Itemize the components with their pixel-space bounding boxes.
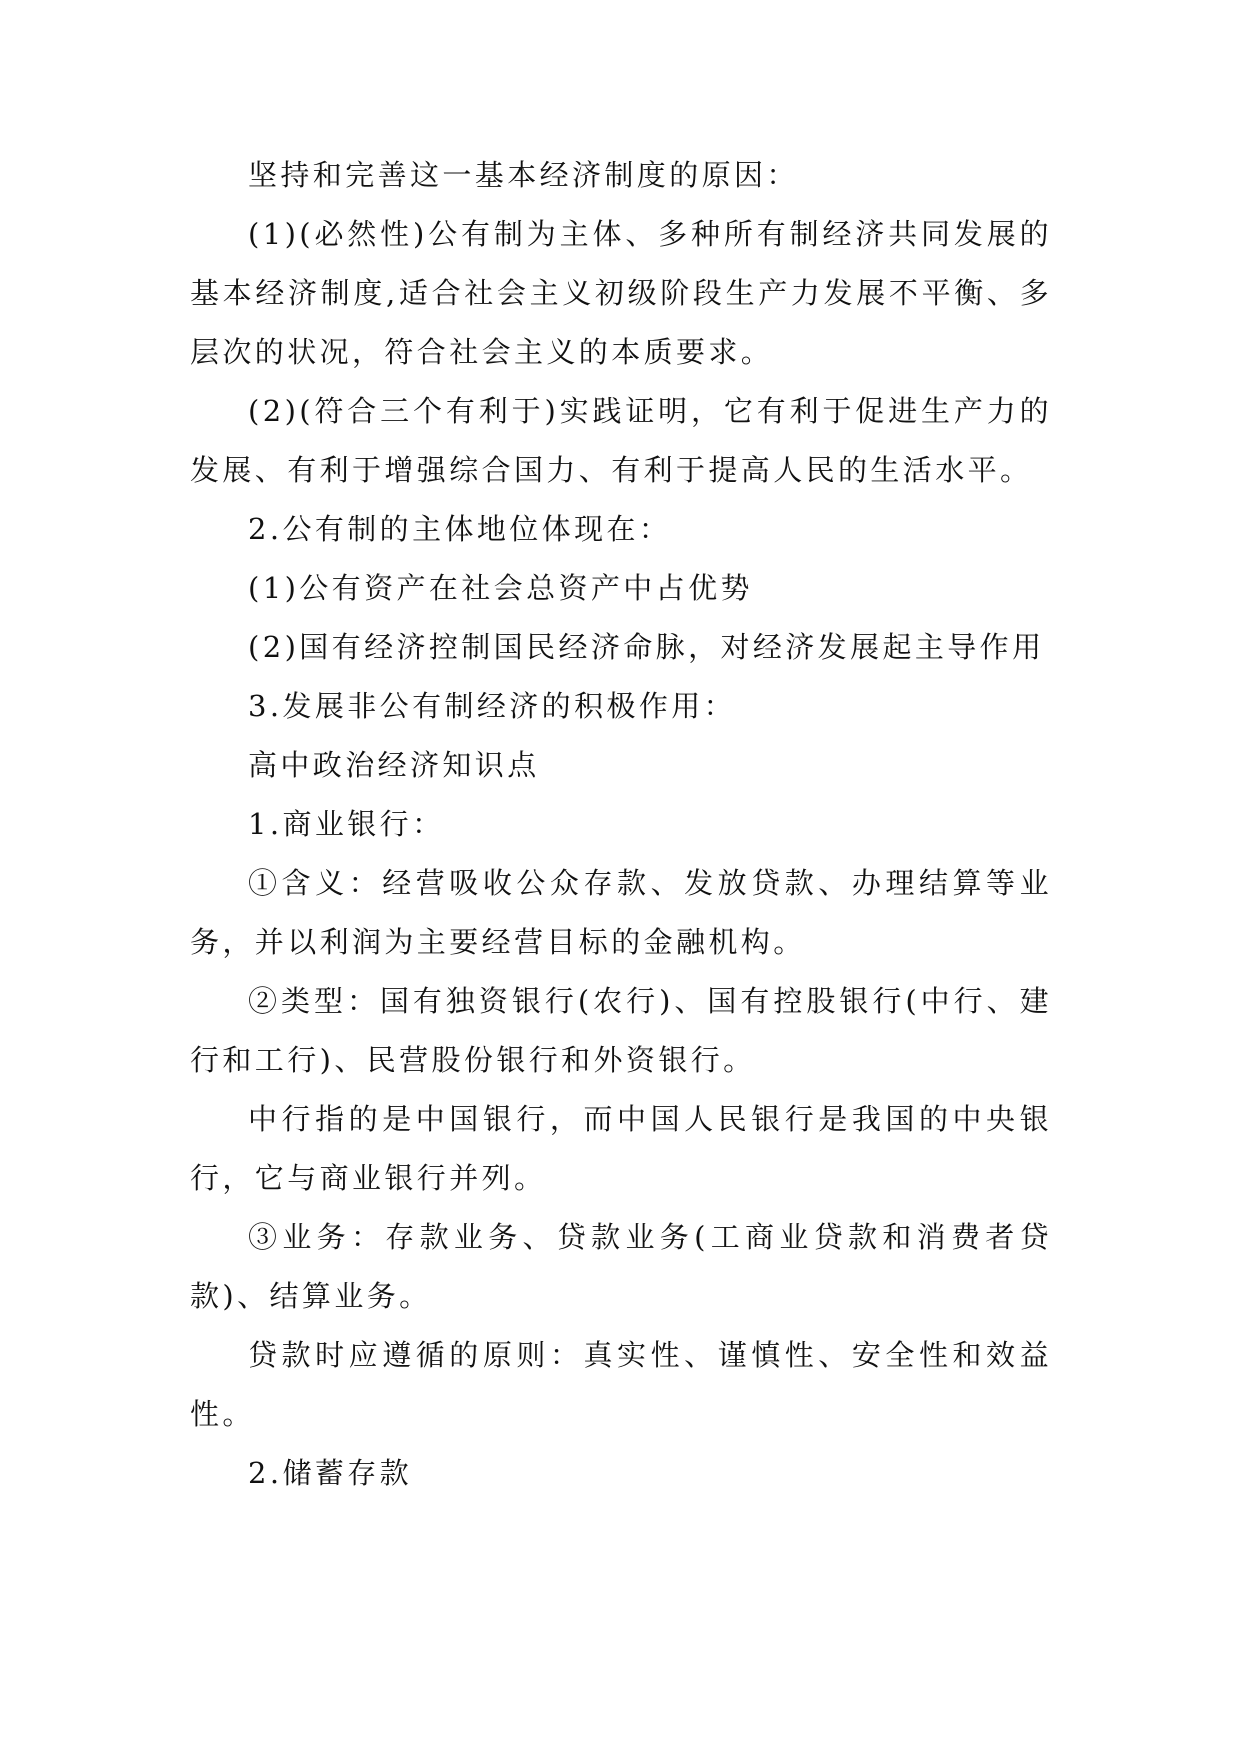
paragraph: 坚持和完善这一基本经济制度的原因：: [248, 158, 799, 192]
paragraph: 2.公有制的主体地位体现在：: [248, 512, 672, 546]
paragraph: 中行指的是中国银行，而中国人民银行是我国的中央银行，它与商业银行并列。: [190, 1102, 1052, 1195]
paragraph: ②类型：国有独资银行(农行)、国有控股银行(中行、建行和工行)、民营股份银行和外资银行。: [190, 984, 1052, 1077]
paragraph: ③业务：存款业务、贷款业务(工商业贷款和消费者贷款)、结算业务。: [190, 1220, 1052, 1313]
paragraph: (2)(符合三个有利于)实践证明，它有利于促进生产力的发展、有利于增强综合国力、有利于提高人民的生活水平。: [190, 394, 1052, 487]
paragraph: (2)国有经济控制国民经济命脉，对经济发展起主导作用: [248, 630, 1045, 664]
paragraph: (1)公有资产在社会总资产中占优势: [248, 571, 753, 605]
section-heading: 高中政治经济知识点: [248, 748, 540, 782]
document-body: [190, 146, 1052, 1503]
paragraph: 贷款时应遵循的原则：真实性、谨慎性、安全性和效益性。: [190, 1338, 1052, 1431]
paragraph: ①含义：经营吸收公众存款、发放贷款、办理结算等业务，并以利润为主要经营目标的金融机构。: [190, 866, 1052, 959]
paragraph: 2.储蓄存款: [248, 1456, 413, 1490]
paragraph: 1.商业银行：: [248, 807, 445, 841]
paragraph: (1)(必然性)公有制为主体、多种所有制经济共同发展的基本经济制度,适合社会主义初级阶段生产力发展不平衡、多层次的状况，符合社会主义的本质要求。: [190, 217, 1052, 369]
paragraph: 3.发展非公有制经济的积极作用：: [248, 689, 737, 723]
